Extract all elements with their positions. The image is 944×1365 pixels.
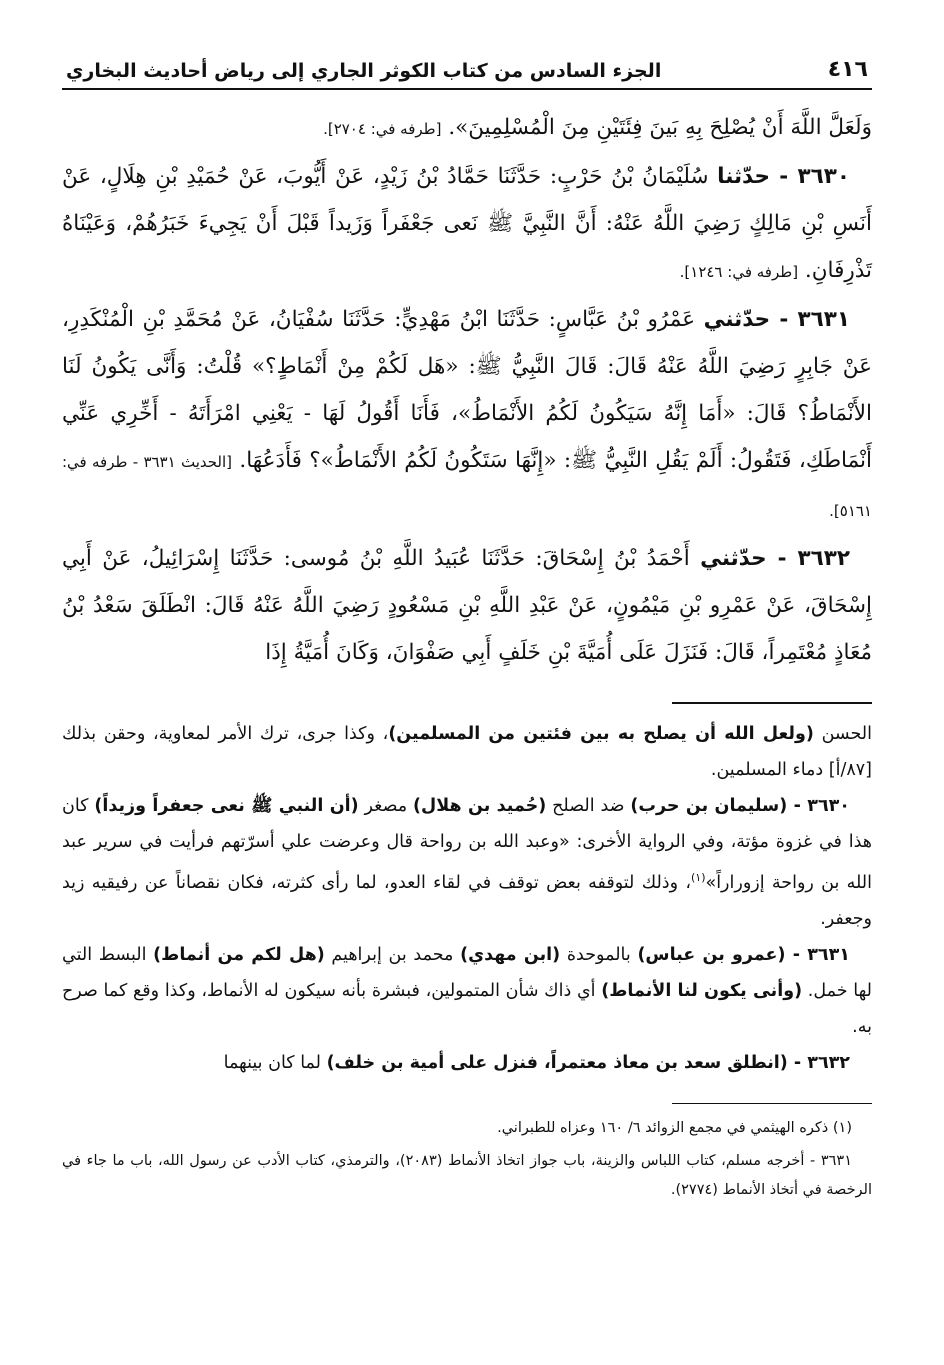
quoted-phrase: (هل لكم من أنماط) — [153, 944, 325, 965]
quoted-phrase: (وأنى يكون لنا الأنماط) — [601, 980, 803, 1001]
commentary-number: ٣٦٣١ — [807, 944, 850, 965]
hadith-number: ٣٦٣٠ — [797, 164, 850, 189]
page-header — [62, 40, 872, 90]
footnote-3631: ٣٦٣١ - أخرجه مسلم، كتاب اللباس والزينة، باب جواز اتخاذ الأنماط (٢٠٨٣)، والترمذي، كتاب الأدب عن رسول الله، باب ما جاء في الرخصة في أتخاذ الأنماط (٢٧٧٤). — [62, 1152, 872, 1198]
commentary-text: كان هذا في غزوة مؤتة، وفي الرواية الأخرى: «وعبد الله بن رواحة قال وعرضت علي أسرّتهم فرأيت في سرير عبد الله بن رواحة إزوراراً» — [62, 796, 873, 893]
dash: - — [766, 546, 798, 571]
commentary-number: ٣٦٣٢ — [807, 1052, 850, 1073]
hadith-text — [62, 104, 872, 676]
narration-lead: حدّثني — [703, 307, 771, 332]
footnote-1: (١) ذكره الهيثمي في مجمع الزوائد ٦/ ١٦٠ وعزاه للطبراني. — [497, 1119, 852, 1136]
quoted-phrase: (انطلق سعد بن معاذ معتمراً، فنزل على أمية بن خلف) — [326, 1052, 788, 1073]
cross-reference: [طرفه في: ١٢٤٦]. — [679, 263, 799, 281]
quoted-phrase: (ابن مهدي) — [460, 944, 561, 965]
hadith-body: عَمْرُو بْنُ عَبَّاسٍ: حَدَّثَنَا ابْنُ مَهْدِيٍّ: حَدَّثَنَا سُفْيَانُ، عَنْ مُحَمَّدِ بْنِ الْمُنْكَدِرِ، عَنْ جَابِرٍ رَضِيَ اللَّهُ عَنْهُ قَالَ: قَالَ النَّبِيُّ ﷺ: «هَل لَكُمْ مِنْ أَنْمَاطٍ؟» قُلْتُ: وَأَنَّى يَكُونُ لَنَا الأَنْمَاطُ؟ قَالَ: «أَمَا إِنَّهُ سَيَكُونُ لَكُمُ الأَنْمَاطُ»، فَأَنَا أَقُولُ لَهَا - يَعْنِي امْرَأَتَهُ - أَخِّرِي عَنِّي أَنْمَاطَكِ، فَتَقُولُ: أَلَمْ يَقُلِ النَّبِيُّ ﷺ: «إِنَّهَا سَتَكُونُ لَكُمُ الأَنْمَاطُ»؟ فَأَدَعُهَا. — [62, 307, 872, 473]
book-page — [62, 40, 872, 1209]
cross-reference: [طرفه في: ٢٧٠٤]. — [323, 120, 442, 138]
commentary-text: لما كان بينهما — [223, 1052, 321, 1073]
dash: - — [770, 307, 798, 332]
hadith-number: ٣٦٣٢ — [797, 546, 850, 571]
quoted-phrase: (أن النبي ﷺ نعى جعفراً وزيداً) — [94, 796, 359, 816]
cross-reference: [الحديث ٣٦٣١ - طرفه في: ٥١٦١]. — [62, 453, 872, 520]
commentary-section — [62, 716, 872, 1081]
commentary-3632 — [62, 1045, 872, 1081]
hadith-3632 — [62, 535, 872, 676]
hadith-body: سُلَيْمَانُ بْنُ حَرْبٍ: حَدَّثَنَا حَمَّادُ بْنُ زَيْدٍ، عَنْ أَيُّوبَ، عَنْ حُمَيْدِ بْنِ هِلَالٍ، عَنْ أَنَسِ بْنِ مَالِكٍ رَضِيَ اللَّهُ عَنْهُ: أَنَّ النَّبِيَّ ﷺ نَعى جَعْفَراً وَزَيداً قَبْلَ أَنْ يَجِيءَ خَبَرُهُمْ، وَعَيْنَاهُ تَذْرِفَانِ. — [62, 164, 872, 283]
hadith-continuation — [62, 104, 872, 153]
commentary-text: مصغر — [364, 796, 408, 816]
footnotes — [62, 1114, 872, 1205]
commentary-text: الحسن — [821, 724, 872, 744]
commentary-text: محمد بن إبراهيم — [331, 944, 454, 965]
quoted-phrase: (عمرو بن عباس) — [637, 944, 786, 965]
footnote-marker[interactable]: (١) — [690, 871, 706, 884]
commentary-text: ضد الصلح — [552, 796, 625, 816]
commentary-3631 — [62, 937, 872, 1045]
commentary-text: ، وذلك لتوقفه بعض توقف في لقاء العدو، لما رأى كثرته، فكان نقصاناً عن رفيقيه زيد وجعفر. — [62, 872, 872, 929]
hadith-body: أَحْمَدُ بْنُ إِسْحَاقَ: حَدَّثَنَا عُبَيدُ اللَّهِ بْنُ مُوسى: حَدَّثَنَا إِسْرَائِيلُ، عَنْ أَبِي إِسْحَاقَ، عَنْ عَمْرِو بْنِ مَيْمُونٍ، عَنْ عَبْدِ اللَّهِ بْنِ مَسْعُودٍ رَضِيَ اللَّهُ عَنْهُ قَالَ: انْطَلَقَ سَعْدُ بْنُ مُعَاذٍ مُعْتَمِراً، قَالَ: فَنَزَلَ عَلَى أُمَيَّةَ بْنِ خَلَفٍ أَبِي صَفْوَانَ، وَكَانَ أُمَيَّةُ إِذَا — [62, 546, 872, 665]
dash: - — [785, 944, 808, 965]
quoted-phrase: (ولعل الله أن يصلح به بين فئتين من المسلمين) — [388, 724, 814, 744]
commentary-divider — [672, 702, 872, 704]
commentary-number: ٣٦٣٠ — [807, 796, 850, 816]
hadith-body: وَلَعَلَّ اللَّهَ أَنْ يُصْلِحَ بِهِ بَينَ فِئَتَيْنِ مِنَ الْمُسْلِمِينَ». — [448, 115, 872, 140]
narration-lead: حدّثني — [700, 546, 767, 571]
commentary-text: ، وكذا جرى، ترك الأمر لمعاوية، وحقن بذلك [٨٧/أ] دماء المسلمين. — [62, 724, 872, 780]
page-number: ٤١٦ — [827, 57, 868, 82]
narration-lead: حدّثنا — [717, 164, 770, 189]
quoted-phrase: (سليمان بن حرب) — [630, 796, 788, 816]
footnote-divider — [672, 1103, 872, 1104]
dash: - — [787, 1052, 808, 1073]
hadith-3631 — [62, 296, 872, 535]
commentary-continuation — [62, 716, 872, 788]
quoted-phrase: (حُميد بن هلال) — [413, 796, 547, 816]
dash: - — [769, 164, 798, 189]
commentary-text: البسط التي لها خمل. — [62, 944, 872, 1001]
commentary-text: أي ذاك شأن المتمولين، فبشرة بأنه سيكون له الأنماط، وكذا وقع كما صرح به. — [62, 980, 872, 1037]
commentary-text: بالموحدة — [566, 944, 631, 965]
commentary-3630 — [62, 788, 872, 937]
hadith-3630 — [62, 153, 872, 296]
running-title: الجزء السادس من كتاب الكوثر الجاري إلى رياض أحاديث البخاري — [66, 60, 662, 82]
hadith-number: ٣٦٣١ — [797, 307, 850, 332]
dash: - — [787, 796, 808, 816]
